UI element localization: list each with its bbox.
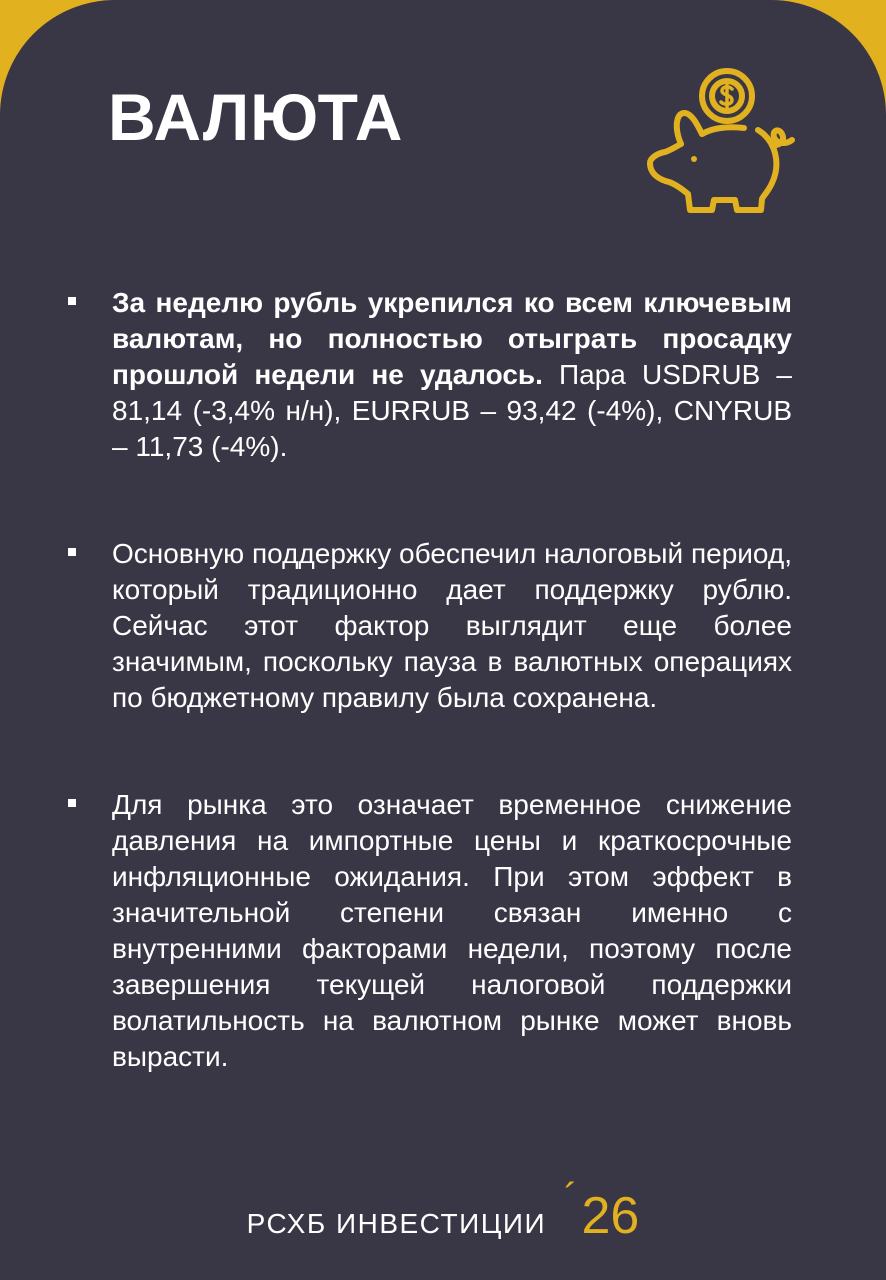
- bullet-marker: [68, 297, 76, 305]
- bullet-list: [68, 285, 792, 1075]
- footer: [0, 1178, 886, 1248]
- piggy-bank-coin-icon: [636, 64, 800, 220]
- bullet-marker: [68, 548, 76, 556]
- brand-name: РСХБ ИНВЕСТИЦИИ: [246, 1208, 547, 1239]
- brand-tick-icon: ´: [564, 1176, 578, 1220]
- page-title: ВАЛЮТА: [108, 80, 404, 154]
- bullet-marker: [68, 799, 76, 807]
- brand-year: 26: [581, 1187, 640, 1245]
- bullet-text: Основную поддержку обеспечил налоговый период, который традиционно дает поддержку рублю. Сейчас этот фактор выглядит еще более значимым, поскольку пауза в валютных операциях по бюджетному правилу была сохранена.: [112, 538, 792, 713]
- bullet-text: Пара USDRUB – 81,14 (-3,4% н/н), EURRUB – 93,42 (-4%), CNYRUB – 11,73 (-4%).: [112, 359, 792, 462]
- list-item: [68, 536, 792, 716]
- list-item: [68, 787, 792, 1075]
- bullet-bold-text: За неделю рубль укрепился ко всем ключевым валютам, но полностью отыграть просадку прошлой недели не удалось.: [112, 287, 792, 390]
- list-item: [68, 285, 792, 465]
- bullet-text: Для рынка это означает временное снижение давления на импортные цены и краткосрочные инфляционные ожидания. При этом эффект в значительной степени связан именно с внутренними факторами недели, поэтому после завершения текущей налоговой поддержки волатильность на валютном рынке может вновь вырасти.: [112, 789, 792, 1072]
